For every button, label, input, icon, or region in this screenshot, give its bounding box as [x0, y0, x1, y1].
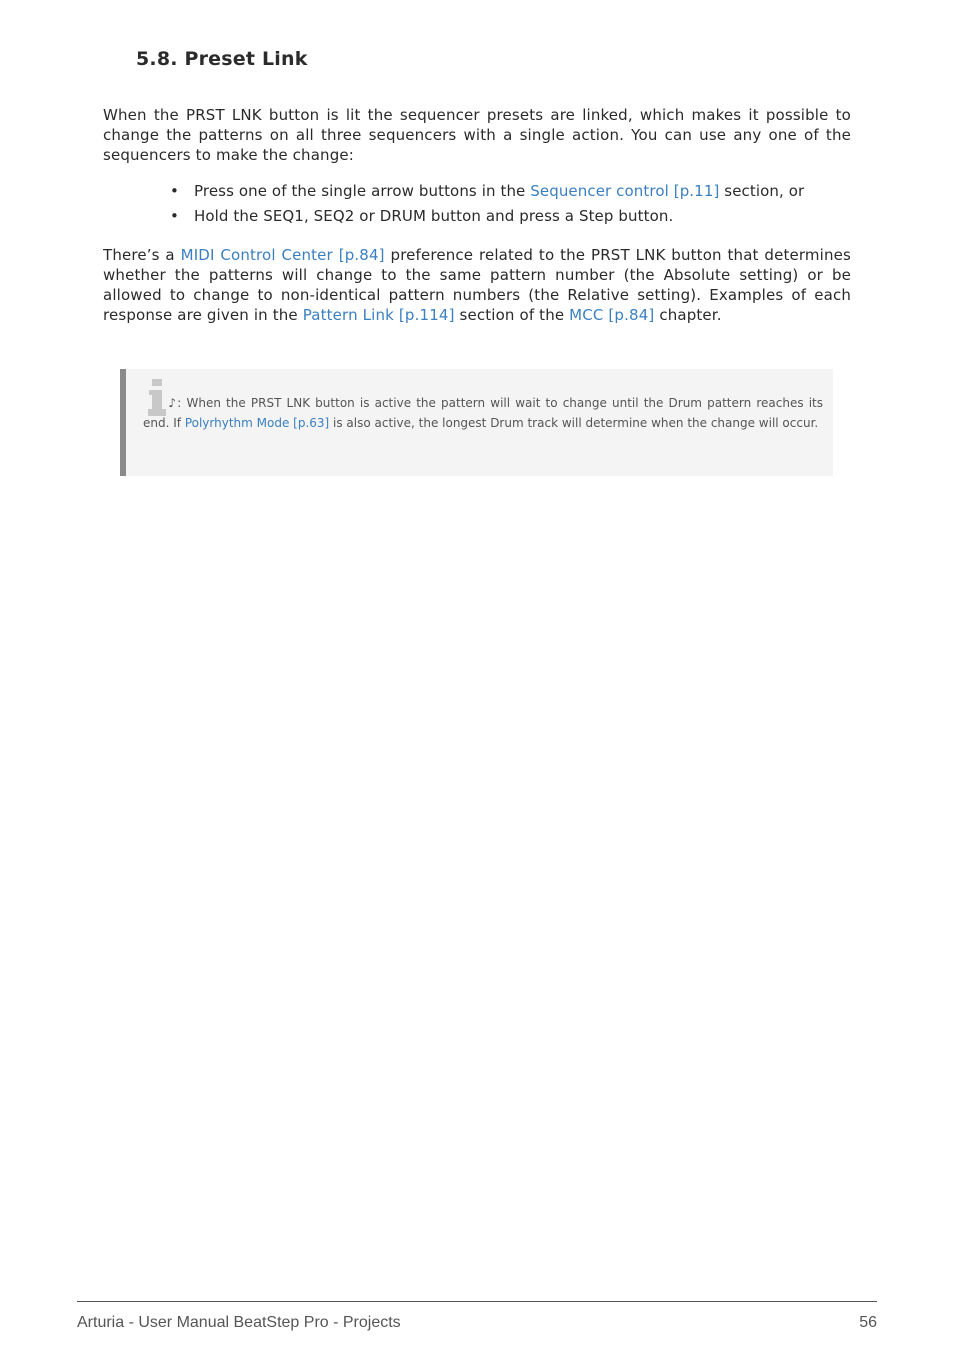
list-item	[170, 181, 804, 201]
note-text-2: is also active, the longest Drum track will determine when the change will occur.	[329, 416, 819, 430]
pattern-link-link[interactable]: Pattern Link [p.114]	[302, 306, 455, 324]
bullet-text-after: section, or	[719, 182, 805, 200]
mcc-link[interactable]: MCC [p.84]	[569, 306, 655, 324]
midi-text-3: section of the	[454, 306, 570, 324]
bullet-dot: •	[170, 207, 179, 225]
sequencer-control-link[interactable]: Sequencer control [p.11]	[530, 182, 720, 200]
info-note-box	[120, 369, 833, 476]
midi-text-1: There’s a	[103, 246, 181, 264]
page-number: 56	[859, 1314, 877, 1331]
midi-control-center-link[interactable]: MIDI Control Center [p.84]	[180, 246, 385, 264]
footer-divider	[77, 1301, 877, 1302]
intro-paragraph: When the PRST LNK button is lit the sequencer presets are linked, which makes it possible to change the patterns on all three sequencers with a single action. You can use any one of the sequencers to make the change:	[103, 106, 851, 164]
polyrhythm-mode-link[interactable]: Polyrhythm Mode [p.63]	[184, 416, 330, 430]
midi-text-2: preference related to the PRST LNK button that determines whether the patterns will change to the same pattern number (the Absolute setting) or be allowed to change to non-identical pattern numbers (the Relative setting). Examples of each response are given in the	[103, 246, 851, 324]
midi-paragraph	[103, 245, 851, 325]
section-heading: 5.8. Preset Link	[136, 48, 308, 70]
footer-title: Arturia - User Manual BeatStep Pro - Projects	[77, 1314, 401, 1331]
list-item	[170, 206, 804, 226]
bullet-dot: •	[170, 182, 179, 200]
note-text-1: When the PRST LNK button is active the pattern will wait to change until the Drum pattern reaches its end. If	[143, 396, 824, 430]
note-text	[143, 393, 823, 433]
bullet-text: Hold the SEQ1, SEQ2 or DRUM button and press a Step button.	[194, 207, 674, 225]
note-prefix: ♪:	[167, 396, 187, 410]
bullet-text-before: Press one of the single arrow buttons in the	[194, 182, 531, 200]
midi-text-4: chapter.	[654, 306, 722, 324]
bullet-list	[170, 181, 804, 231]
